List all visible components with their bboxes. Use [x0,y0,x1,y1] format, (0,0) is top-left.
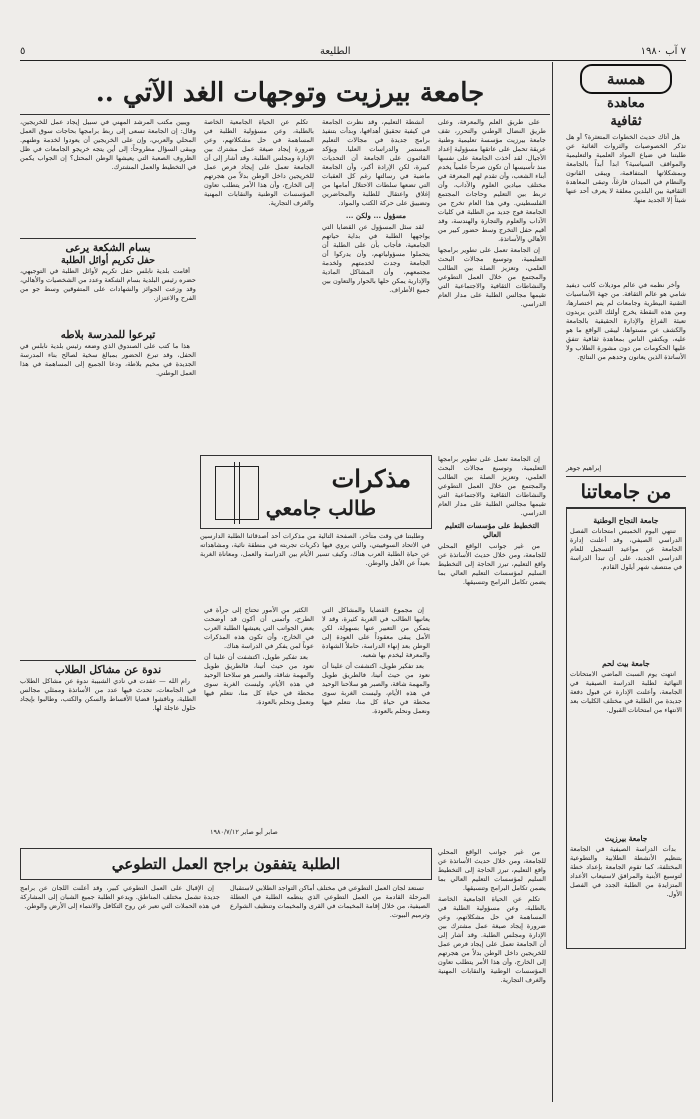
page-header [20,46,686,61]
uni-heading-najah: جامعة النجاح الوطنية [593,516,659,525]
sidebar-column [566,62,686,949]
headline-rule [20,114,550,115]
aside-rule-2 [20,660,196,661]
column-byline: إبراهيم جوهر [566,464,602,472]
uni-text-najah: تنتهي اليوم الخميس امتحانات الفصل الدراسي الصيفي، وقد أعلنت إدارة الجامعة عن مواعيد التسجيل للعام الدراسي الجديد، على أن تبدأ الدراسة في منتصف شهر أيلول القادم. [570,527,682,571]
column-divider [552,62,553,1102]
uni-heading-bethlehem: جامعة بيت لحم [602,659,650,668]
article-column-1-lower: إن الجامعة تعمل على تطوير برامجها التعليمية، وتوسيع مجالات البحث العلمي، وتعزيز الصلة بين الطالب والمجتمع من خلال العمل التطوعي والنشاطات الثقافية والاجتماعية التي تقيمها مجالس الطلبة على مدار العام الدراسي. التخطيط على مؤسسات التعليم العالي من غير جوانب الواقع المحلي للجامعة، ومن خلال حديث الأساتذة عن واقع التعليم، تبرز الحاجة إلى التخطيط السليم لمؤسسات التعليم العالي بما يضمن تكامل البرامج وتنسيقها. [438,455,546,586]
column-intro: هل أتاك حديث الخطوات المتعثرة؟ أو هل تذكر الخصوصيات والثروات الغائبة عن طلبتنا في ضياع المواد العلمية والتعليمية والمواقف السياسية؟ ابدأ أبداً بالجامعة وبمشكلاتها المتفاقمة، ويبقى القانون والنظام في الميدان فارغاً، وتبقى المعاهدة الثقافية بين البلدين معلقة لا يعرف أحد عنها شيئاً إلا الجديد منها. [566,133,686,204]
article-column-1: على طريق العلم والمعرفة، وعلى طريق النضال الوطني والتحرر، تقف جامعة بيرزيت مؤسسة تعليمية وطنية عريقة تحمل على عاتقها مسؤولية إعداد الأجيال. لقد أخذت الجامعة على نفسها منذ تأسيسها أن تكون صرحاً علمياً يخدم أبناء الشعب، وأن تقدم لهم المعرفة في مختلف ميادين العلوم والآداب، وأن تربط بين التعليم وحاجات المجتمع الفلسطيني. وفي هذا العام تخرج من الجامعة فوج جديد من الطلبة في كليات الآداب والعلوم والتجارة والهندسة، وقد أقيم حفل التخرج وسط حضور كبير من الأهالي والأساتذة. إن الجامعة تعمل على تطوير برامجها التعليمية، وتوسيع مجالات البحث العلمي، وتعزيز الصلة بين الطالب والمجتمع من خلال العمل التطوعي والنشاطات الثقافية والاجتماعية التي تقيمها مجالس الطلبة على مدار العام الدراسي. [438,118,546,308]
uni-text-birzeit: بدأت الدراسة الصيفية في الجامعة بتنظيم الأنشطة الطلابية والتطوعية المختلفة، كما تقوم الجامعة بإعداد خطة لتوسيع الأبنية والمرافق لاستيعاب الأعداد المتزايدة من الطلبة الجدد في الفصل الأول. [570,845,682,898]
subheading-official: مسؤول ... ولكن ... [345,211,407,220]
aside-donations-headline: تبرعوا للمدرسة بلاطه [60,329,156,341]
column-title-2: ثقافية [610,114,642,129]
aside-rule [20,238,196,239]
memoir-column-1: إن مجموع القضايا والمشاكل التي يعانيها الطالب في الغربة كثيرة، وقد لا يتمكن من التعبير عنها بسهولة، لكن الأمل يبقى معقوداً على العودة إلى الوطن بعد إنهاء الدراسة، حاملاً الشهادة والمعرفة ليخدم بها شعبه. بعد تفكير طويل، اكتشفت أن علينا أن نعود من حيث أتينا، فالطريق طويل والمهمة شاقة، والصبر هو سلاحنا الوحيد في هذه الأيام، وليست الغربة سوى محطة في حياة كل منا، نتعلم فيها ونعمل ونحلم بالعودة. [322,606,430,715]
aside-seminar-headline: ندوة عن مشاكل الطلاب [54,664,162,676]
column-logo: همسة [580,64,672,94]
memoir-title-box [200,455,432,529]
subheading-planning: التخطيط على مؤسسات التعليم العالي [444,521,540,539]
page-number: ٥ [20,46,26,57]
article-column-2: أنشطة التعليم، وقد نظرت الجامعة في كيفية تحقيق أهدافها، وبدأت بتنفيذ برامج جديدة في مجالات التعليم المستمر والدراسات العليا. ويؤكد القائمون على الجامعة أن التحديات كبيرة، لكن الإرادة أكبر، وأن الجامعة ماضية في رسالتها رغم كل العقبات التي تضعها سلطات الاحتلال أمامها من إغلاق واعتقال للطلبة والمحاضرين وتضييق على حركة الكتب والمواد. مسؤول ... ولكن ... لقد سئل المسؤول عن القضايا التي يواجهها الطلبة في بداية حياتهم الجامعية، فأجاب بأن على الطلبة أن يتحملوا مسؤولياتهم، وأن يدركوا أن الجامعة وجدت لخدمتهم ولخدمة مجتمعهم، وأن المشاكل المادية والإدارية يمكن حلها بالحوار والتعاون بين جميع الأطراف. [322,118,430,294]
issue-date: ٧ آب ١٩٨٠ [640,46,686,57]
memoir-signature: صابر أبو صابر ١٩٨٠/٧/١٢ [210,828,278,836]
aside-seminar-text: رام الله — عقدت في نادي الشبيبة ندوة عن مشاكل الطلاب في الجامعات، تحدث فيها عدد من الأساتذة وممثلي مجالس الطلبة، وناقشوا قضايا الأقساط والسكن والكتب، وطالبوا بإيجاد حلول عاجلة لها. [20,677,196,712]
universities-section-title: من جامعاتنا [566,476,686,508]
volunteer-text: تستعد لجان العمل التطوعي في مختلف أماكن التواجد الطلابي لاستقبال المرحلة القادمة من العمل التطوعي الذي ينظمه الطلبة في العطلة الصيفية، من خلال إقامة المخيمات في القرى والمخيمات وتنظيف الشوارع وترميم البيوت. إن الإقبال على العمل التطوعي كبير، وقد أعلنت اللجان عن برامج جديدة تشمل مختلف المناطق. ويدعو الطلبة جميع الشبان إلى المشاركة في هذه الحملات التي تعبر عن روح التكافل والانتماء إلى الأرض والوطن. [20,884,430,919]
memoir-title: مذكرات [331,464,411,493]
column-body: وأخر نظمه في عالم موديلات كاتب ديفيد شامي هو عالم الثقافة. من جهة الأساسيات التقنية البيطرية وجامعات لم يتم اختصارها، ومن هذه النقطة يخرج أولئك الذين يريدون تعبئة الفراغ والإدارة الحقيقية بالجامعة والكشف عن مستواها، ليبقى الواقع ما هو عليه، ويكتفي الناس بمعاهدة ثقافية تتفق عليها الحكومات من دون مشورة الطلاب ولا الأساتذة الذين يعانون وحدهم من النتائج. [566,281,686,361]
article-column-3: تكلم عن الحياة الجامعية الخاصة بالطلبة، وعن مسؤولية الطلبة في المساهمة في حل مشكلاتهم، وعن ضرورة إيجاد صيغة عمل مشترك بين الإدارة ومجلس الطلبة. وقد أشار إلى أن الجامعة تعمل على إيجاد فرص عمل للخريجين داخل الوطن بدلاً من هجرتهم إلى الخارج، وأن هذا الأمر يتطلب تعاون المؤسسات الوطنية والنقابات المهنية والغرف التجارية. [204,118,314,207]
aside-nablus-honoring [20,242,196,436]
article-column-1-bottom: من غير جوانب الواقع المحلي للجامعة، ومن خلال حديث الأساتذة عن واقع التعليم، تبرز الحاجة إلى التخطيط السليم لمؤسسات التعليم العالي بما يضمن تكامل البرامج وتنسيقها. تكلم عن الحياة الجامعية الخاصة بالطلبة، وعن مسؤولية الطلبة في المساهمة في حل مشكلاتهم، وعن ضرورة إيجاد صيغة عمل مشترك بين الإدارة ومجلس الطلبة. وقد أشار إلى أن الجامعة تعمل على إيجاد فرص عمل للخريجين داخل الوطن بدلاً من هجرتهم إلى الخارج، وأن هذا الأمر يتطلب تعاون المؤسسات الوطنية والنقابات المهنية والغرف التجارية. [438,848,546,984]
aside-nablus-headline: بسام الشكعة يرعى [65,242,151,254]
volunteer-banner [20,848,432,880]
uni-heading-birzeit: جامعة بيرزيت [604,834,648,843]
memoir-column-2: الكثير من الأمور تحتاج إلى جرأة في الطرح، وأتمنى أن أكون قد أوضحت بعض الجوانب التي يعيشها الطلبة العرب في الخارج، وأن تكون هذه المذكرات عوناً لمن يفكر في الدراسة هناك. بعد تفكير طويل، اكتشفت أن علينا أن نعود من حيث أتينا، فالطريق طويل والمهمة شاقة، والصبر هو سلاحنا الوحيد في هذه الأيام، وليست الغربة سوى محطة في حياة كل منا، نتعلم فيها ونعمل ونحلم بالعودة. [204,606,314,706]
aside-donations-text: هذا ما كتب على الصندوق الذي وضعه رئيس بلدية نابلس في الحفل، وقد تبرع الحضور بمبالغ سخية لصالح بناء المدرسة الجديدة في مخيم بلاطة، ودعا الجميع إلى المساهمة في هذا العمل الوطني. [20,342,196,377]
uni-text-bethlehem: انتهت يوم السبت الماضي الامتحانات النهائية لطلبة الدراسة الصيفية في الجامعة، وأعلنت الإدارة عن قبول دفعة جديدة من الطلبة في مختلف الكليات بعد الانتهاء من امتحانات القبول. [570,670,682,714]
volunteer-headline: الطلبة يتفقون براجح العمل التطوعي [111,855,341,873]
universities-box [566,508,686,949]
memoir-subtitle: طالب جامعي [265,496,376,520]
column-title-1: معاهدة [607,96,645,111]
aside-students-seminar [20,664,196,837]
memoir-intro: وطلبتنا في وقت متأخر، الصفحة التالية من مذكرات أحد أصدقائنا الطلبة الدارسين في الاتحاد السوفييتي، والتي يروي فيها ذكريات تجربته في منطقة نائية، ومشاهداته عن حياة الطلبة العرب هناك، وكيف تسير الأيام بين الدراسة والعمل، ومعاناة الغربة بعيداً عن الأهل والوطن. [200,532,430,567]
main-headline: جامعة بيرزيت وتوجهات الغد الآتي .. [95,78,485,108]
aside-nablus-text: أقامت بلدية نابلس حفل تكريم لأوائل الطلبة في التوجيهي، حضره رئيس البلدية بسام الشكعة وعدد من الشخصيات والأهالي، وقد وزعت الجوائز والشهادات على المتفوقين وسط جو من الفرح والاعتزاز. [20,267,196,302]
aside-nablus-subheadline: حفل تكريم أوائل الطلبة [60,255,156,266]
article-column-4: ويبين مكتب المرشد المهني في سبيل إيجاد عمل للخريجين، وقال: إن الجامعة تسعى إلى ربط برامجها بحاجات سوق العمل المحلي والعربي، وإن على الخريجين أن يعودوا لخدمة وطنهم. ويبقى السؤال مطروحاً: إلى أين يتجه خريجو الجامعات في ظل الظروف الصعبة التي يعيشها الوطن المحتل؟ إن الجواب يكمن في التخطيط والعمل المشترك. [20,118,196,171]
publication-name: الطليعة [320,46,351,57]
notebook-icon [215,466,259,520]
